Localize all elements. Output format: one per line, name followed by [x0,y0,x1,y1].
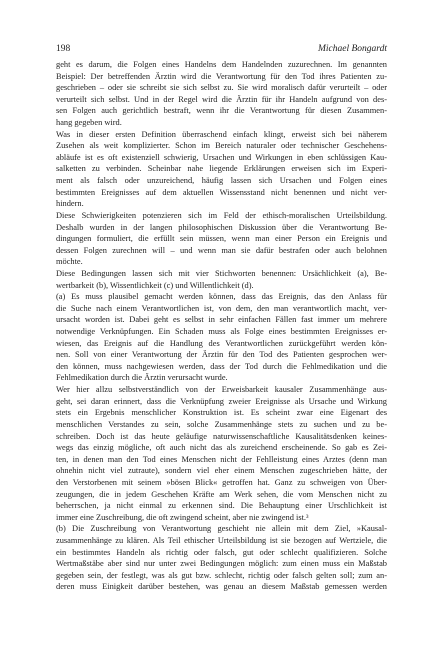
text-line: nen. Soll von einer Verantwortung der Ärztin für den Tod des Patienten gesprochen wer- [56,350,387,360]
text-line: salketten zu verbinden. Scheinbar nahe liegende Erklärungen erweisen sich im Experi- [56,164,387,174]
text-line: deren muss Einigkeit darüber bestehen, was genau an diesem Maßstab gemessen werden [56,582,387,592]
text-line: geht es darum, die Folgen eines Handelns dem Handelnden zuzurechnen. Im genannten [56,60,387,69]
text-line: zusammenhänge zu klären. Als Teil ethischer Urteilsbildung ist sie bezogen auf Wertziele, die [56,535,387,545]
text-line: den können, muss nachgewiesen werden, dass der Tod durch die Fehlmedikation und die [56,361,387,371]
text-line: gegeben sein, der festlegt, was als gut bzw. schlecht, richtig oder falsch gelten soll; zum an- [56,570,387,580]
text-line: geht, sei daran erinnert, dass die Verknüpfung zweier Ereignisse als Ursache und Wirkung [56,396,387,406]
text-line: Zusehen als weit komplizierter. Schon im Bereich naturaler oder technischer Geschehens- [56,141,387,151]
text-line: den Verstorbenen mit seinem »bösen Blick« getroffen hat. Ganz zu schweigen von Über- [56,477,387,487]
text-line: beherrschen, ja nicht einmal zu erkennen sind. Die Behauptung einer Urschlichkeit ist [56,501,387,511]
text-line: ten, in denen man den Tod eines Menschen nicht der Fehlleistung eines Arztes (denn man [56,454,387,464]
page-header [56,44,387,56]
text-line: (b) Die Zuschreibung von Verantwortung geschieht nie allein mit dem Ziel, »Kausal- [56,524,387,534]
text-line: menschlichen Verstandes zu sein, solche Zusammenhänge stets zu suchen und zu be- [56,419,387,429]
text-line: wiesen, das Ereignis auf die Handlung des Verantwortlichen zurückgeführt werden kön- [56,338,387,348]
text-line: schreiben. Doch ist das heute geläufige naturwissenschaftliche Kausalitätsdenken keines- [56,431,387,441]
text-line: (a) Es muss plausibel gemacht werden können, dass das Ereignis, das den Anlass für [56,292,387,302]
text-line: hindern. [56,199,84,209]
text-line: wegs das einzig mögliche, oft auch nicht das als zureichend erscheinende. So gab es Zei- [56,443,387,453]
text-line: bestimmten Ereignisses auf dem aktuellen Wissensstand nicht benennen und nicht ver- [56,187,387,197]
text-line: abläufe ist es oft existenziell schwierig, Ursachen und Wirkungen in eben schlüssigen Kau- [56,152,387,162]
text-line: Diese Bedingungen lassen sich mit vier Stichworten benennen: Ursächlichkeit (a), Be- [56,268,387,278]
text-line: immer eine Zuschreibung, die oft zwingend scheint, aber nie zwingend ist.³ [56,512,309,522]
text-line: ohnehin nicht viel zutraute), sondern viel eher einem Menschen zugeschrieben hätte, der [56,466,387,476]
text-line: ein bestimmtes Handeln als richtig oder falsch, gut oder schlecht qualifizieren. Solche [56,547,387,557]
text-line: zeugungen, die in jedem Geschehen Kräfte am Werk sehen, die vom Menschen nicht zu [56,489,387,499]
text-line: Wer hier allzu selbstverständlich von der Erweisbarkeit kausaler Zusammenhänge aus- [56,385,387,395]
text-line: Diese Schwierigkeiten potenzieren sich im Feld der ethisch-moralischen Urteilsbildung. [56,210,387,220]
text-line: dingungen formuliert, die erfüllt sein müssen, wenn man einer Person ein Ereignis und [56,234,387,244]
page-number: 198 [56,44,71,54]
text-line: stets ein Ergebnis menschlicher Konstruktion ist. Es scheint zwar eine Eigenart des [56,408,387,418]
text-line: dessen Folgen zurechnen will – und wenn man sie dafür bestrafen oder auch belohnen [56,245,387,255]
text-line: Deshalb wurden in der langen philosophischen Diskussion über die Verantwortung Be- [56,222,387,232]
body-text [56,59,387,593]
text-line: wertbarkeit (b), Wissentlichkeit (c) und Willentlichkeit (d). [56,280,254,290]
text-line: geschrieben – oder sie schreibt sie sich selbst zu. Sie wird moralisch dafür verurteilt – oder [56,83,387,93]
text-line: hang gegeben wird. [56,118,122,128]
text-line: notwendige Verknüpfungen. Ein Schaden muss als Folge eines bestimmten Ereignisses er- [56,327,387,337]
text-line: die Suche nach einem Verantwortlichen ist, von dem, den man verantwortlich macht, ver- [56,303,387,313]
text-line: möchte. [56,257,83,267]
text-line: ursacht worden ist. Dabei geht es selbst in sehr einfachen Fällen fast immer um mehrere [56,315,387,325]
running-head-author: Michael Bongardt [317,44,387,54]
text-line: ment als falsch oder unzureichend, häufig lassen sich Ursachen und Folgen eines [56,176,387,186]
text-line: verurteilt sich selbst. Und in der Regel wird die Ärztin für ihr Handeln aufgrund von des- [56,94,387,104]
text-line: Was in dieser ersten Definition überraschend einfach klingt, erweist sich bei näherem [56,129,387,139]
text-line: Beispiel: Der betreffenden Ärztin wird die Verantwortung für den Tod ihres Patienten zu- [56,71,387,81]
text-line: sen Folgen auch gerichtlich bestraft, wenn ihr die Verantwortung für diesen Zusammen- [56,106,387,116]
text-line: Wertmaßstäbe aber sind nur unter zwei Bedingungen möglich: zum einen muss ein Maßstab [56,559,387,569]
text-line: Fehlmedikation durch die Ärztin verursacht wurde. [56,373,228,383]
